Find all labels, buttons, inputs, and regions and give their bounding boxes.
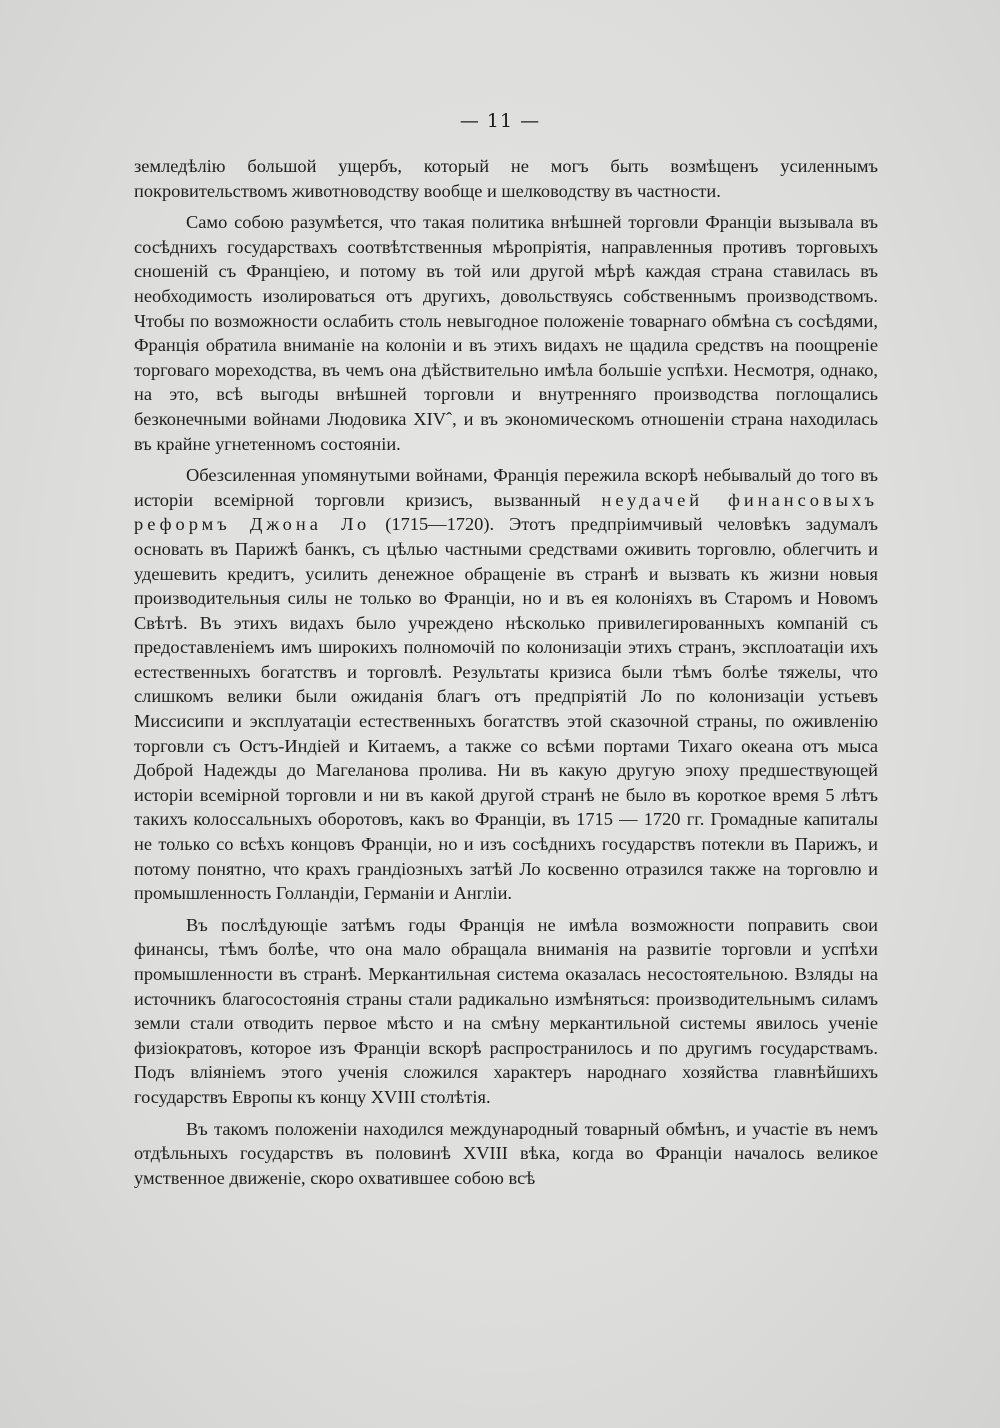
paragraph-2: Само собою разумѣется, что такая политика внѣшней торговли Франціи вызывала въ сосѣднихъ государствахъ соотвѣтственныя мѣропріятія, направленныя противъ торговыхъ сношеній съ Франціею, и потому въ той или другой мѣрѣ каждая страна ставилась въ необходимость изолироваться отъ другихъ, довольствуясь собственнымъ производствомъ. Чтобы по возможности ослабить столь невыгодное положеніе товарнаго обмѣна съ сосѣдями, Франція обратила вниманіе на колоніи и въ этихъ видахъ не щадила средствъ на поощреніе торговаго мореходства, въ чемъ она дѣйствительно имѣла большіе успѣхи. Несмотря, однако, на это, всѣ выгоды внѣшней торговли и внутренняго производства поглощались безконечными войнами Людовика XIVˆ, и въ экономическомъ отношеніи страна находилась въ крайне угнетенномъ состояніи. xyxy=(134,212,878,454)
spaced-emphasis: неудачей финансовыхъ реформъ Джона Ло xyxy=(134,489,878,535)
paragraph-1: земледѣлію большой ущербъ, который не могъ быть возмѣщенъ усиленнымъ покровительствомъ животноводству вообще и шелководству въ частности. xyxy=(134,156,878,201)
paragraph-4: Въ послѣдующіе затѣмъ годы Франція не имѣла возможности поправить свои финансы, тѣмъ болѣе, что она мало обращала вниманія на развитіе торговли и успѣхи промышленности въ странѣ. Меркантильная система оказалась несостоятельною. Взляды на источникъ благосостоянія страны стали радикально измѣняться: производительнымъ силамъ земли стали отводить первое мѣсто и на смѣну меркантильной системы явилось ученіе физіократовъ, которое изъ Франціи вскорѣ распространилось и по другимъ государствамъ. Подъ вліяніемъ этого ученія сложился характеръ народнаго хозяйства главнѣйшихъ государствъ Европы къ концу XVIII столѣтія. xyxy=(134,914,878,1107)
paragraph-3-part-2: (1715—1720). Этотъ предпріимчивый человѣкъ задумалъ основать въ Парижѣ банкъ, съ цѣлью частными средствами оживить торговлю, облегчить и удешевить кредитъ, усилить денежное обращеніе въ странѣ и вызвать къ жизни новыя производительныя силы не только во Франціи, но и въ ея колоніяхъ въ Старомъ и Новомъ Свѣтѣ. Въ этихъ видахъ было учреждено нѣсколько привилегированныхъ компаній съ предоставленіемъ имъ широкихъ полномочій по колонизаціи этихъ странъ, эксплоатаціи ихъ естественныхъ богатствъ и торговлѣ. Результаты кризиса были тѣмъ болѣе тяжелы, что слишкомъ велики были ожиданія благъ отъ предпріятій Ло по колонизаціи устьевъ Миссисипи и эксплуатаціи естественныхъ богатствъ этой сказочной страны, по оживленію торговли съ Остъ-Индіей и Китаемъ, а также со всѣми портами Тихаго океана отъ мыса Доброй Надежды до Магеланова пролива. Ни въ какую другую эпоху предшествующей исторіи всемірной торговли и ни въ какой другой странѣ не было въ короткое время 5 лѣтъ такихъ колоссальныхъ оборотовъ, какъ во Франціи, въ 1715 — 1720 гг. Громадные капиталы не только со всѣхъ концовъ Франціи, но и изъ сосѣднихъ государствъ потекли въ Парижъ, и потому понятно, что крахъ грандіозныхъ затѣй Ло косвенно отразился также на торговлю и промышленность Голландіи, Германіи и Англіи. xyxy=(134,514,878,904)
page-number: — 11 — xyxy=(459,110,541,132)
paragraph-3-part-1: Обезсиленная упомянутыми войнами, Франція пережила вскорѣ небывалый до того въ исторіи всемірной торговли кризисъ, вызванный xyxy=(134,465,878,510)
paragraph-5: Въ такомъ положеніи находился международный товарный обмѣнъ, и участіе въ немъ отдѣльныхъ государствъ въ половинѣ XVIII вѣка, когда во Франціи началось великое умственное движеніе, скоро охватившее собою всѣ xyxy=(134,1118,878,1188)
body-text xyxy=(134,154,878,1197)
paragraph-3 xyxy=(134,463,878,906)
